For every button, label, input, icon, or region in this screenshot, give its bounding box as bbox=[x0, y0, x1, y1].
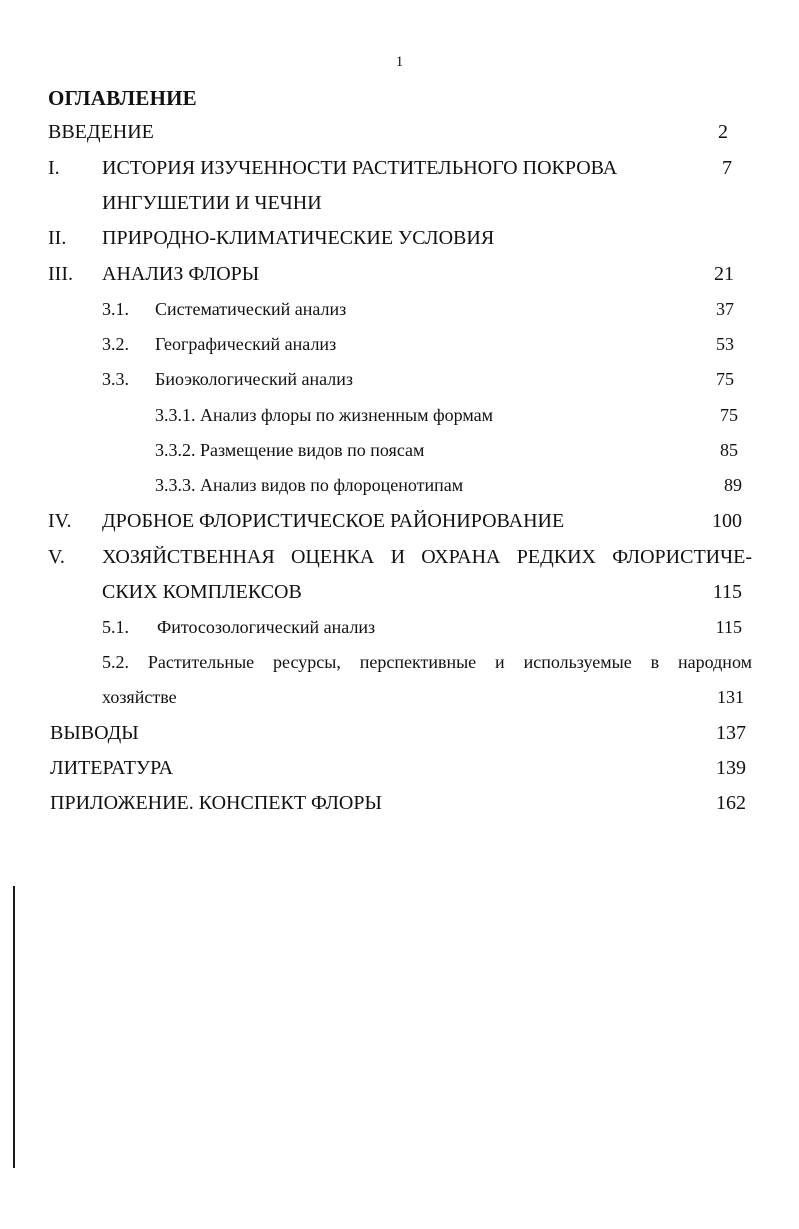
toc-s332-title: 3.3.2. Размещение видов по поясам bbox=[155, 440, 425, 460]
toc-literature-title: ЛИТЕРАТУРА bbox=[50, 757, 174, 779]
toc-s33-number: 3.3. bbox=[102, 369, 129, 389]
toc-s332-page: 85 bbox=[720, 440, 738, 460]
toc-ch3-number: III. bbox=[48, 263, 73, 285]
toc-s33-page: 75 bbox=[716, 369, 734, 389]
toc-s32-number: 3.2. bbox=[102, 334, 129, 354]
toc-ch1-title-line2: ИНГУШЕТИИ И ЧЕЧНИ bbox=[102, 192, 322, 214]
toc-heading: ОГЛАВЛЕНИЕ bbox=[48, 86, 197, 110]
toc-s31-page: 37 bbox=[716, 299, 734, 319]
toc-s51-number: 5.1. bbox=[102, 617, 129, 637]
toc-s33-title: Биоэкологический анализ bbox=[155, 369, 353, 389]
toc-conclusions-page: 137 bbox=[716, 722, 746, 744]
toc-s52-page: 131 bbox=[717, 687, 744, 707]
toc-appendix-title: ПРИЛОЖЕНИЕ. КОНСПЕКТ ФЛОРЫ bbox=[50, 792, 382, 814]
toc-ch2-number: II. bbox=[48, 227, 67, 249]
toc-intro-title: ВВЕДЕНИЕ bbox=[48, 121, 154, 143]
toc-s51-title: Фитосозологический анализ bbox=[157, 617, 376, 637]
toc-ch1-title-line1: ИСТОРИЯ ИЗУЧЕННОСТИ РАСТИТЕЛЬНОГО ПОКРОВА bbox=[102, 157, 618, 179]
toc-ch3-title: АНАЛИЗ ФЛОРЫ bbox=[102, 263, 260, 285]
toc-s333-title: 3.3.3. Анализ видов по флороценотипам bbox=[155, 475, 464, 495]
page-number: 1 bbox=[395, 54, 404, 70]
toc-ch5-title-line1: ХОЗЯЙСТВЕННАЯ ОЦЕНКА И ОХРАНА РЕДКИХ ФЛОРИСТИЧЕ- bbox=[102, 546, 752, 568]
toc-ch1-page: 7 bbox=[722, 157, 732, 179]
toc-s32-title: Географический анализ bbox=[155, 334, 337, 354]
toc-appendix-page: 162 bbox=[716, 792, 746, 814]
toc-ch4-page: 100 bbox=[712, 510, 742, 532]
toc-s331-title: 3.3.1. Анализ флоры по жизненным формам bbox=[155, 405, 494, 425]
toc-ch1-number: I. bbox=[48, 157, 60, 179]
toc-s333-page: 89 bbox=[724, 475, 742, 495]
toc-ch5-number: V. bbox=[48, 546, 65, 568]
toc-s31-number: 3.1. bbox=[102, 299, 129, 319]
toc-s331-page: 75 bbox=[720, 405, 738, 425]
toc-s32-page: 53 bbox=[716, 334, 734, 354]
toc-literature-page: 139 bbox=[716, 757, 746, 779]
toc-ch2-title: ПРИРОДНО-КЛИМАТИЧЕСКИЕ УСЛОВИЯ bbox=[102, 227, 495, 249]
toc-ch5-title-line2: СКИХ КОМПЛЕКСОВ bbox=[102, 581, 302, 603]
toc-s51-page: 115 bbox=[715, 617, 742, 637]
toc-intro-page: 2 bbox=[718, 121, 728, 143]
toc-conclusions-title: ВЫВОДЫ bbox=[50, 722, 139, 744]
toc-ch4-title: ДРОБНОЕ ФЛОРИСТИЧЕСКОЕ РАЙОНИРОВАНИЕ bbox=[102, 510, 565, 532]
toc-s31-title: Систематический анализ bbox=[155, 299, 347, 319]
toc-ch3-page: 21 bbox=[714, 263, 734, 285]
toc-ch4-number: IV. bbox=[48, 510, 72, 532]
toc-s52-title-line1: 5.2. Растительные ресурсы, перспективные и используемые в народном bbox=[102, 652, 752, 672]
toc-s52-title-line2: хозяйстве bbox=[102, 687, 177, 707]
toc-ch5-page: 115 bbox=[712, 581, 742, 603]
scan-margin-line bbox=[13, 886, 15, 1168]
